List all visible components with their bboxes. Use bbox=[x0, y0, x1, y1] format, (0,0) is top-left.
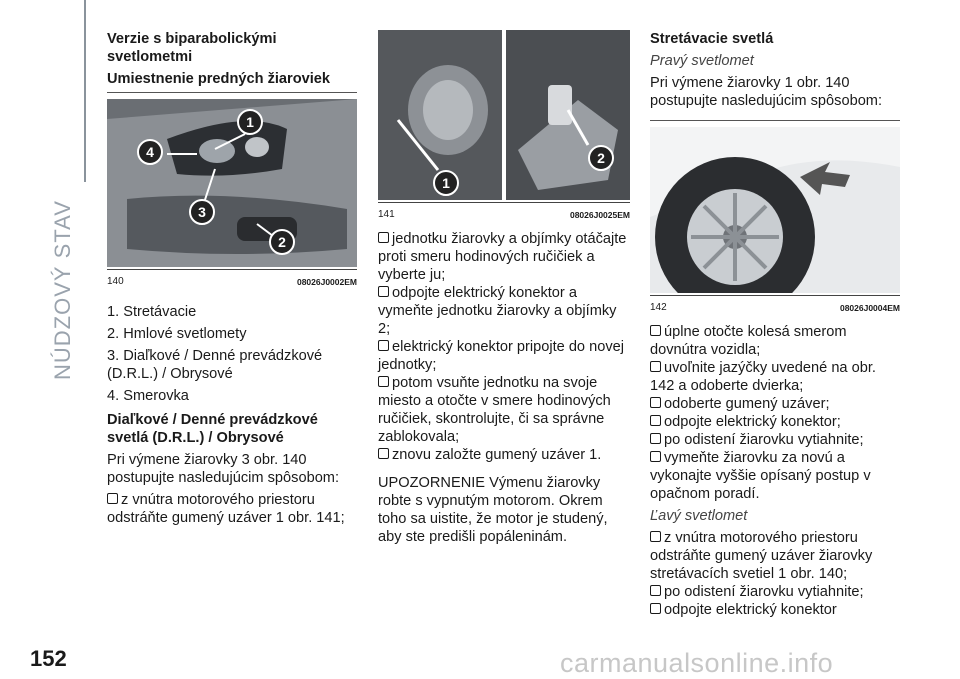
checkbox-bullet-icon bbox=[378, 232, 389, 243]
page-number: 152 bbox=[30, 646, 67, 671]
step-item: z vnútra motorového priestoru odstráňte gumený uzáver 1 obr. 141; bbox=[107, 492, 345, 526]
step-item: vymeňte žiarovku za novú a vykonajte vyššie opísaný postup v opačnom poradí. bbox=[650, 450, 871, 502]
step-item: uvoľnite jazýčky uvedené na obr. 142 a odoberte dvierka; bbox=[650, 360, 876, 394]
figure-code: 08026J0025EM bbox=[569, 210, 630, 220]
sidebar-rule bbox=[84, 0, 86, 182]
watermark: carmanualsonline.info bbox=[560, 648, 834, 678]
figure-140-front-headlight bbox=[107, 99, 357, 267]
warning-text: UPOZORNENIE Výmenu žiarovky robte s vypnutým motorom. Okrem toho sa uistite, že motor je studený, aby ste predišli popáleninám. bbox=[378, 475, 608, 545]
step-item: odpojte elektrický konektor a vymeňte jednotku žiarovky a objímky 2; bbox=[378, 285, 617, 337]
paragraph: Pri výmene žiarovky 1 obr. 140 postupujte nasledujúcim spôsobom: bbox=[650, 75, 883, 109]
step-item: po odistení žiarovku vytiahnite; bbox=[650, 583, 900, 601]
heading-bulb-location: Umiestnenie predných žiaroviek bbox=[107, 71, 331, 87]
figure-caption bbox=[107, 269, 357, 297]
callout-1: 1 bbox=[237, 109, 263, 135]
figure-number: 142 bbox=[650, 302, 667, 313]
column-2 bbox=[378, 30, 630, 550]
checkbox-bullet-icon bbox=[650, 603, 661, 614]
checkbox-bullet-icon bbox=[378, 448, 389, 459]
step-item: odpojte elektrický konektor; bbox=[650, 413, 900, 431]
checkbox-bullet-icon bbox=[650, 531, 661, 542]
step-item: odpojte elektrický konektor bbox=[650, 601, 900, 619]
step-item: z vnútra motorového priestoru odstráňte gumený uzáver žiarovky stretávacích svetiel 1 obr. 140; bbox=[650, 530, 873, 582]
checkbox-bullet-icon bbox=[650, 433, 661, 444]
subheading-right-headlight: Pravý svetlomet bbox=[650, 53, 754, 69]
figure-caption bbox=[650, 295, 900, 323]
checkbox-bullet-icon bbox=[650, 325, 661, 336]
step-item: elektrický konektor pripojte do novej jednotky; bbox=[378, 339, 624, 373]
figure-number: 140 bbox=[107, 276, 124, 287]
step-item: po odistení žiarovku vytiahnite; bbox=[650, 431, 900, 449]
list-item: 1. Stretávacie bbox=[107, 304, 197, 320]
checkbox-bullet-icon bbox=[107, 493, 118, 504]
step-item: jednotku žiarovky a objímky otáčajte proti smeru hodinových ručičiek a vyberte ju; bbox=[378, 231, 627, 283]
step-item: znovu založte gumený uzáver 1. bbox=[378, 446, 630, 464]
engine-bay-illustration bbox=[378, 30, 630, 200]
figure-142-wheel-arch bbox=[650, 127, 900, 293]
section-title: NÚDZOVÝ STAV bbox=[50, 200, 75, 380]
list-item: 4. Smerovka bbox=[107, 388, 189, 404]
heading-versions: Verzie s biparabolickými svetlometmi bbox=[107, 31, 277, 65]
checkbox-bullet-icon bbox=[378, 340, 389, 351]
checkbox-bullet-icon bbox=[650, 415, 661, 426]
callout-3: 3 bbox=[189, 199, 215, 225]
divider bbox=[107, 92, 357, 93]
checkbox-bullet-icon bbox=[650, 585, 661, 596]
column-1 bbox=[107, 30, 357, 527]
step-item: potom vsuňte jednotku na svoje miesto a otočte v smere hodinových ručičiek, skontrolujte, či sa správne zablokovala; bbox=[378, 375, 611, 445]
list-item: 3. Diaľkové / Denné prevádzkové (D.R.L.) / Obrysové bbox=[107, 348, 323, 382]
callout-1: 1 bbox=[433, 170, 459, 196]
checkbox-bullet-icon bbox=[650, 361, 661, 372]
list-item: 2. Hmlové svetlomety bbox=[107, 326, 247, 342]
callout-2: 2 bbox=[588, 145, 614, 171]
checkbox-bullet-icon bbox=[378, 376, 389, 387]
figure-141-engine-bay bbox=[378, 30, 630, 200]
step-item: úplne otočte kolesá smerom dovnútra vozidla; bbox=[650, 324, 847, 358]
step-item: odoberte gumený uzáver; bbox=[650, 395, 900, 413]
column-3 bbox=[650, 30, 900, 619]
subheading-left-headlight: Ľavý svetlomet bbox=[650, 508, 748, 524]
wheel-arch-illustration bbox=[650, 127, 900, 293]
paragraph: Pri výmene žiarovky 3 obr. 140 postupujte nasledujúcim spôsobom: bbox=[107, 452, 340, 486]
heading-high-beam: Diaľkové / Denné prevádzkové svetlá (D.R.L.) / Obrysové bbox=[107, 412, 318, 446]
divider bbox=[650, 120, 900, 121]
figure-caption bbox=[378, 202, 630, 230]
figure-number: 141 bbox=[378, 209, 395, 220]
figure-code: 08026J0002EM bbox=[296, 277, 357, 287]
heading-low-beam: Stretávacie svetlá bbox=[650, 31, 774, 47]
front-headlight-illustration bbox=[107, 99, 357, 267]
checkbox-bullet-icon bbox=[378, 286, 389, 297]
checkbox-bullet-icon bbox=[650, 451, 661, 462]
callout-4: 4 bbox=[137, 139, 163, 165]
figure-code: 08026J0004EM bbox=[839, 303, 900, 313]
checkbox-bullet-icon bbox=[650, 397, 661, 408]
callout-2: 2 bbox=[269, 229, 295, 255]
